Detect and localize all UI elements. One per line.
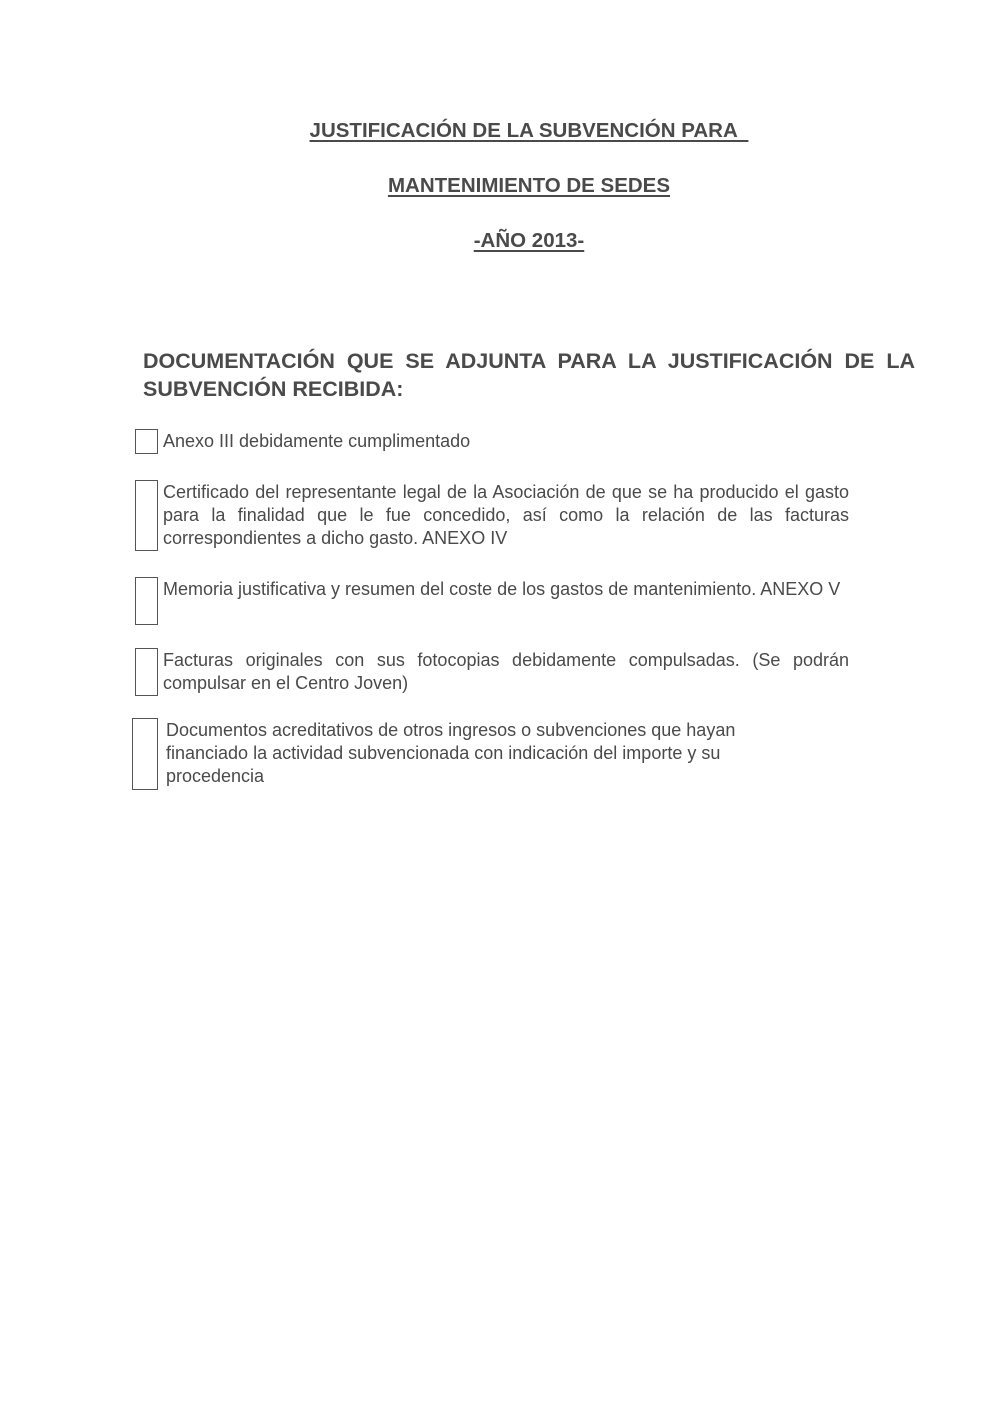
checklist-item-memoria: Memoria justificativa y resumen del coste de los gastos de mantenimiento. ANEXO V [163, 579, 841, 599]
section-heading: DOCUMENTACIÓN QUE SE ADJUNTA PARA LA JUSTIFICACIÓN DE LA SUBVENCIÓN RECIBIDA: [143, 349, 915, 401]
title-line-3: -AÑO 2013- [473, 229, 585, 252]
checklist-item-certificado: Certificado del representante legal de la Asociación de que se ha producido el gasto para la finalidad que le fue concedido, así como la relación de las facturas correspondientes a dicho gasto. ANEXO IV [163, 482, 849, 548]
title-line-1: JUSTIFICACIÓN DE LA SUBVENCIÓN PARA [309, 119, 749, 142]
checkbox-documentos[interactable] [132, 718, 158, 790]
title-line-2: MANTENIMIENTO DE SEDES [387, 174, 671, 197]
checkbox-facturas[interactable] [135, 648, 158, 696]
checklist-item-facturas: Facturas originales con sus fotocopias debidamente compulsadas. (Se podrán compulsar en el Centro Joven) [163, 650, 849, 693]
checkbox-memoria[interactable] [135, 577, 158, 625]
checkbox-certificado[interactable] [135, 480, 158, 551]
checklist-item-anexo-iii: Anexo III debidamente cumplimentado [163, 431, 471, 451]
checklist-item-documentos: Documentos acreditativos de otros ingresos o subvenciones que hayan financiado la actividad subvencionada con indicación del importe y su procedencia [166, 720, 736, 786]
checkbox-anexo-iii[interactable] [135, 429, 158, 454]
